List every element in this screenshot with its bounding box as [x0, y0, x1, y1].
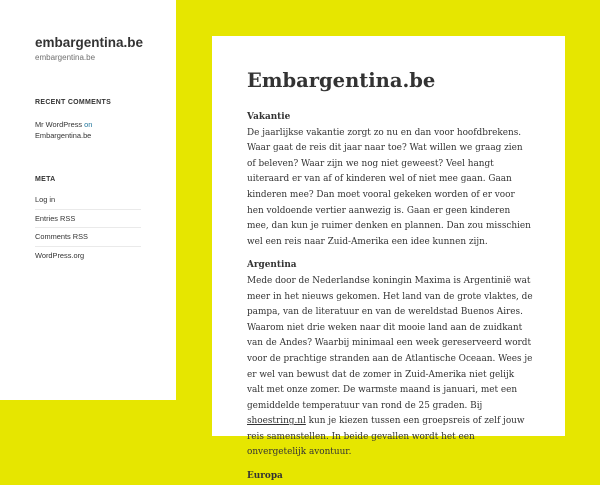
sidebar: [0, 0, 176, 400]
recent-comments-heading: RECENT COMMENTS: [35, 99, 112, 106]
comment-post-link[interactable]: Embargentina.be: [35, 131, 92, 140]
meta-link-comments-rss[interactable]: Comments RSS: [35, 228, 141, 247]
post-body: [247, 110, 533, 485]
recent-comment-item: [35, 119, 145, 141]
argentina-text-part-2: kun je kiezen tussen een groepsreis of zelf jouw reis samenstellen. In beide gevallen wordt het een onvergetelijk avontuur.: [247, 416, 525, 458]
section-text-argentina: [247, 274, 533, 461]
meta-link-entries-rss[interactable]: Entries RSS: [35, 210, 141, 229]
shoestring-link[interactable]: shoestring.nl: [247, 416, 306, 427]
section-heading-europa: Europa: [247, 471, 283, 482]
meta-links-list: [35, 191, 141, 264]
argentina-text-part-1: Mede door de Nederlandse koningin Maxima is Argentinië wat meer in het nieuws gekomen. Het land van de grote vlaktes, de pampa, van de literatuur en van de wereldstad Buenos Aires. Waarom niet drie weken naar dit mooie land aan de zuidkant van de Andes? Waarbij minimaal een week gereserveerd wordt voor de prachtige stranden aan de Atlantische Oceaan. Wees je er wel van bewust dat de zomer in Zuid-Amerika niet gelijk valt met onze zomer. De warmste maand is januari, met een gemiddelde temperatuur van rond de 25 graden. Bij: [247, 275, 533, 411]
post-card: [212, 36, 565, 482]
meta-heading: META: [35, 176, 56, 183]
meta-link-log-in[interactable]: Log in: [35, 191, 141, 210]
comment-on-word: on: [84, 120, 93, 129]
comment-author: Mr WordPress: [35, 120, 83, 129]
site-title-link[interactable]: embargentina.be: [35, 35, 144, 50]
section-text-vakantie: De jaarlijkse vakantie zorgt zo nu en dan voor hoofdbrekens. Waar gaat de reis dit jaar naar toe? Wat willen we graag zien of beleven? Waar zijn we nog niet geweest? Veel hangt uiteraard er van af of kinderen wel of niet mee gaan. Gaan kinderen mee? Dan moet vooral gekeken worden of er voor hen voldoende vertier aanwezig is. Gaan er geen kinderen mee, dan kun je ruimer denken en plannen. Dan zou misschien wel een reis naar Zuid-Amerika een idee kunnen zijn.: [247, 127, 531, 247]
section-heading-vakantie: Vakantie: [247, 112, 291, 122]
section-heading-argentina: Argentina: [247, 260, 297, 271]
site-tagline: embargentina.be: [35, 53, 96, 62]
post-title: Embargentina.be: [247, 69, 436, 92]
meta-link-wordpress-org[interactable]: WordPress.org: [35, 250, 85, 260]
